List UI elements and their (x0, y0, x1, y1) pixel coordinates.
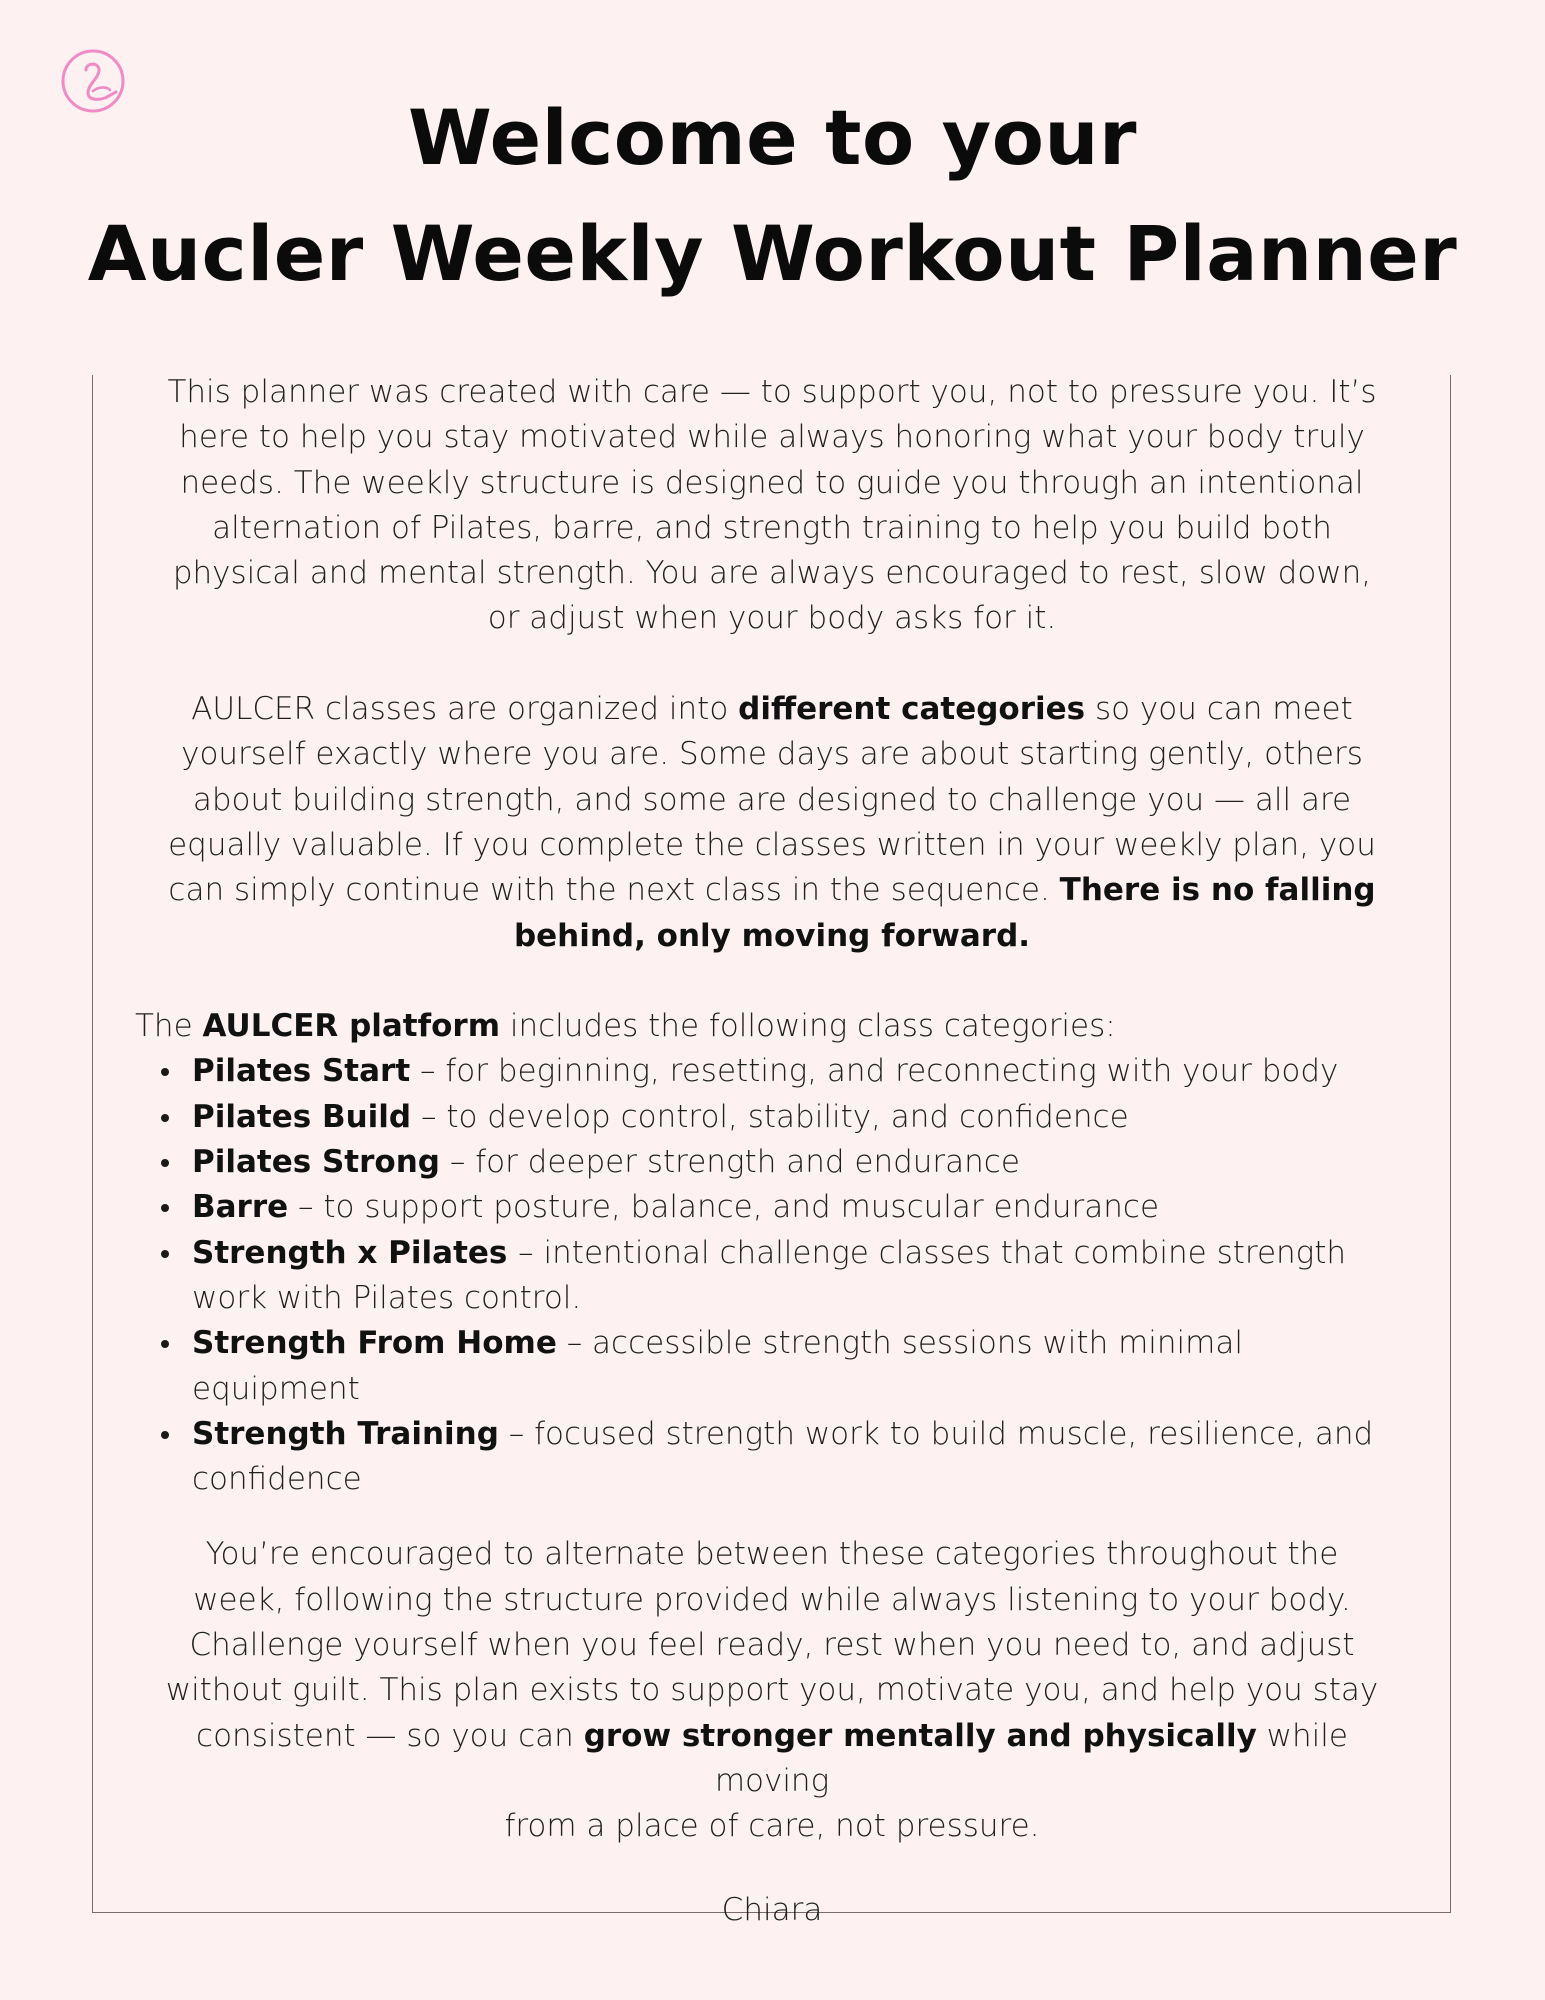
category-desc: – for beginning, resetting, and reconnecting with your body (410, 1053, 1339, 1090)
text-run: AULCER classes are organized into (191, 691, 739, 728)
categories-line: equally valuable. If you complete the classes written in your weekly plan, you (168, 826, 1376, 863)
list-item (136, 1140, 1408, 1185)
categories-line: about building strength, and some are designed to challenge you — all are (192, 781, 1352, 818)
list-item (136, 1321, 1408, 1412)
category-list (136, 1049, 1408, 1502)
category-name: Barre (192, 1189, 289, 1226)
closing-line: Challenge yourself when you feel ready, rest when you need to, and adjust (189, 1627, 1355, 1664)
closing-line: from a place of care, not pressure. (504, 1808, 1040, 1845)
categories-line (136, 868, 1408, 913)
signature: Chiara (721, 1891, 823, 1928)
intro-line: or adjust when your body asks for it. (487, 600, 1057, 637)
closing-line: week, following the structure provided while always listening to your body. (193, 1581, 1351, 1618)
closing-paragraph (136, 1532, 1408, 1849)
intro-line: This planner was created with care — to support you, not to pressure you. It’s (167, 374, 1377, 410)
category-desc: – accessible strength sessions with minimal equipment (192, 1325, 1243, 1407)
category-desc: – for deeper strength and endurance (439, 1144, 1020, 1181)
list-item (136, 1231, 1408, 1322)
title-line-2: Aucler Weekly Workout Planner (87, 209, 1458, 298)
category-desc: – to develop control, stability, and confidence (411, 1098, 1129, 1135)
text-run: The (135, 1008, 203, 1045)
platform-intro (135, 1004, 1408, 1049)
closing-line: without guilt. This plan exists to support you, motivate you, and help you stay (165, 1672, 1379, 1709)
category-name: Pilates Build (192, 1098, 412, 1135)
closing-line: You’re encouraged to alternate between these categories throughout the (205, 1536, 1339, 1573)
categories-line-bold: behind, only moving forward. (513, 917, 1031, 954)
category-desc: – intentional challenge classes that combine strength work with Pilates control. (192, 1234, 1347, 1316)
category-name: Strength From Home (192, 1325, 557, 1362)
text-run: so you can meet (1085, 691, 1353, 728)
page-title (0, 80, 1545, 312)
intro-paragraph (136, 370, 1408, 642)
list-item (136, 1185, 1408, 1230)
bold-text: AULCER platform (202, 1008, 500, 1045)
category-name: Strength x Pilates (192, 1234, 519, 1271)
bold-text: different categories (738, 691, 1086, 728)
category-desc: – focused strength work to build muscle, resilience, and confidence (192, 1415, 1374, 1498)
text-run: consistent — so you can (196, 1717, 584, 1754)
list-item (136, 1412, 1408, 1503)
intro-line: alternation of Pilates, barre, and strength training to help you build both (212, 509, 1332, 546)
category-name: Strength Training (192, 1415, 499, 1452)
category-name: Pilates Start (192, 1053, 411, 1090)
closing-line (136, 1714, 1408, 1805)
bold-text: grow stronger mentally and physically (583, 1717, 1257, 1754)
bold-text: There is no falling (1059, 872, 1376, 909)
title-line-1: Welcome to your (407, 93, 1138, 182)
categories-line: yourself exactly where you are. Some days are about starting gently, others (181, 736, 1363, 773)
text-run: can simply continue with the next class in the sequence. (168, 872, 1060, 909)
category-desc: – to support posture, balance, and muscular endurance (288, 1189, 1160, 1226)
text-run: while moving (714, 1717, 1348, 1799)
intro-line: here to help you stay motivated while always honoring what your body truly (179, 419, 1365, 456)
planner-intro-content (136, 370, 1408, 1933)
category-name: Pilates Strong (192, 1144, 440, 1181)
intro-line: needs. The weekly structure is designed to guide you through an intentional (180, 464, 1364, 501)
categories-paragraph (136, 687, 1408, 959)
intro-line: physical and mental strength. You are always encouraged to rest, slow down, (172, 555, 1372, 592)
list-item (136, 1095, 1408, 1140)
text-run: includes the following class categories: (500, 1008, 1116, 1045)
list-item (136, 1049, 1408, 1094)
categories-line (136, 687, 1408, 732)
